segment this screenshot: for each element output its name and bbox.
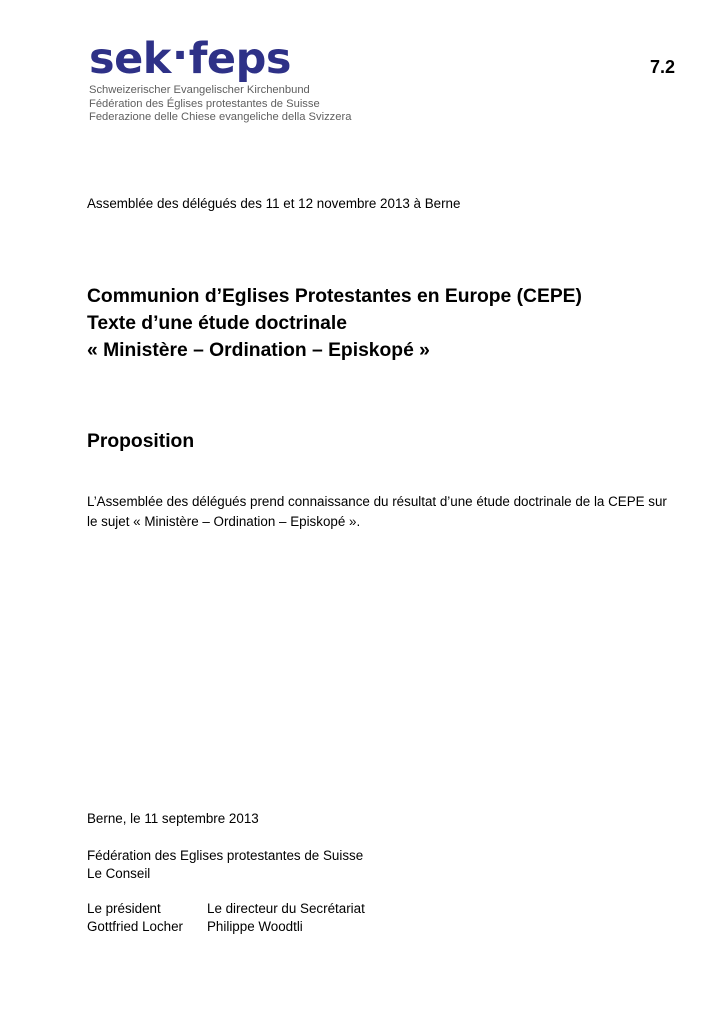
logo-wordmark-dot: · (171, 31, 188, 81)
place-date: Berne, le 11 septembre 2013 (87, 811, 259, 826)
logo-subtitle (89, 84, 389, 125)
title-line-2: Texte d’une étude doctrinale (87, 313, 347, 334)
document-number: 7.2 (649, 57, 675, 77)
document-title (87, 283, 582, 364)
meeting-line: Assemblée des délégués des 11 et 12 novembre 2013 à Berne (87, 196, 461, 211)
logo-line-fr: Fédération des Églises protestantes de Suisse (89, 97, 320, 110)
organization-name: Fédération des Eglises protestantes de Suisse (87, 848, 364, 863)
signature-names-row (87, 918, 365, 936)
title-line-1: Communion d’Eglises Protestantes en Europe (CEPE) (87, 286, 582, 307)
signing-organization (87, 847, 363, 883)
logo-wordmark-right: feps (188, 34, 291, 84)
signatory-role-president: Le président (87, 901, 161, 916)
signatory-role-director: Le directeur du Secrétariat (207, 901, 365, 916)
signatures (87, 900, 365, 936)
title-line-3: « Ministère – Ordination – Episkopé » (87, 340, 430, 361)
proposal-paragraph: L’Assemblée des délégués prend connaissance du résultat d’une étude doctrinale de la CEPE sur le sujet « Ministère – Ordination – Episkopé ». (87, 494, 667, 529)
logo-line-de: Schweizerischer Evangelischer Kirchenbund (89, 84, 310, 96)
signatory-name-director: Philippe Woodtli (207, 919, 303, 934)
logo-wordmark-left: sek (89, 34, 171, 84)
signature-roles-row (87, 900, 365, 918)
section-heading: Proposition (87, 431, 195, 452)
council-name: Le Conseil (87, 866, 151, 881)
logo-line-it: Federazione delle Chiese evangeliche della Svizzera (89, 111, 352, 123)
logo-wordmark (89, 31, 389, 84)
logo (89, 31, 389, 125)
signatory-name-president: Gottfried Locher (87, 919, 184, 934)
